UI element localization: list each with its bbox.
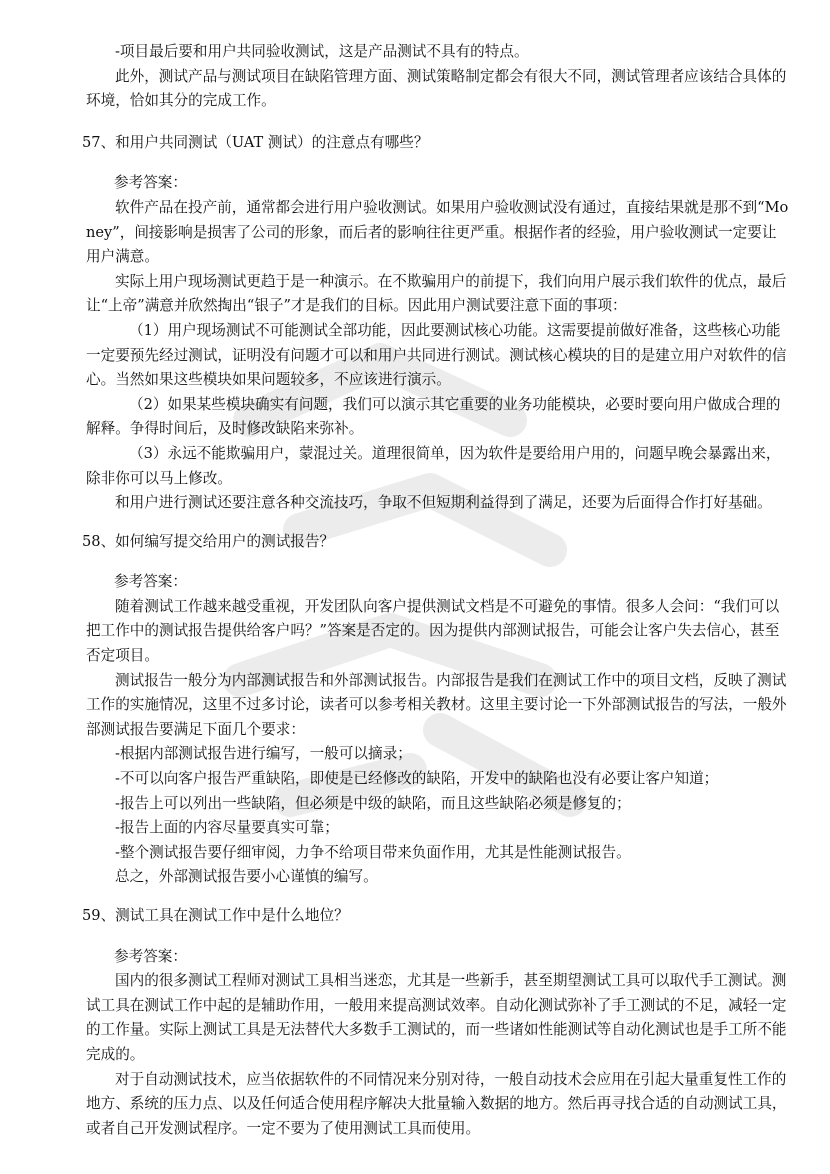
q58-paragraph-1: 随着测试工作越来越受重视，开发团队向客户提供测试文档是不可避免的事情。很多人会问：“我们可以把工作中的测试报告提供给客户吗？”答案是否定的。因为提供内部测试报告，可能会让客户失去信心，甚至否定项目。	[86, 597, 780, 665]
q58-requirement-4: -报告上面的内容尽量要真实可靠；	[115, 819, 339, 837]
q58-requirement-3: -报告上可以列出一些缺陷，但必须是中级的缺陷，而且这些缺陷必须是修复的；	[115, 794, 631, 812]
question-57-title: 57、和用户共同测试（UAT 测试）的注意点有哪些？	[82, 133, 429, 151]
q59-paragraph-1: 国内的很多测试工程师对测试工具相当迷恋，尤其是一些新手，甚至期望测试工具可以取代手工测试。测试工具在测试工作中起的是辅助作用，一般用来提高测试效率。自动化测试弥补了手工测试的不足，减轻一定的工作量。实际上测试工具是无法替代大多数手工测试的，而一些诸如性能测试等自动化测试也是手工所不能完成的。	[86, 972, 787, 1063]
q57-item-2: （2）如果某些模块确实有问题，我们可以演示其它重要的业务功能模块，必要时要向用户做成合理的解释。争得时间后，及时修改缺陷来弥补。	[86, 395, 781, 438]
q57-item-3: （3）永远不能欺骗用户，蒙混过关。道理很简单，因为软件是要给用户用的，问题早晚会暴露出来，除非你可以马上修改。	[86, 444, 781, 487]
q58-requirement-1: -根据内部测试报告进行编写，一般可以摘录；	[115, 745, 412, 763]
q59-paragraph-2: 对于自动测试技术，应当依据软件的不同情况来分别对待，一般自动技术会应用在引起大量重复性工作的地方、系统的压力点、以及任何适合使用程序解决大批量输入数据的地方。然后再寻找合适的自动测试工具，或者自己开发测试程序。一定不要为了使用测试工具而使用。	[86, 1070, 787, 1137]
q57-paragraph-closing: 和用户进行测试还要注意各种交流技巧，争取不但短期利益得到了满足，还要为后面得合作打好基础。	[115, 494, 772, 512]
q58-requirement-5: -整个测试报告要仔细审阅，力争不给项目带来负面作用，尤其是性能测试报告。	[115, 843, 631, 861]
question-58-title: 58、如何编写提交给用户的测试报告？	[82, 532, 335, 550]
q58-paragraph-2: 测试报告一般分为内部测试报告和外部测试报告。内部报告是我们在测试工作中的项目文档，反映了测试工作的实施情况，这里不过多讨论，读者可以参考相关教材。这里主要讨论一下外部测试报告的写法，一般外部测试报告要满足下面几个要求：	[86, 671, 787, 738]
intro-line-1: -项目最后要和用户共同验收测试，这是产品测试不具有的特点。	[115, 43, 529, 60]
q57-item-1: （1）用户现场测试不可能测试全部功能，因此要测试核心功能。这需要提前做好准备，这些核心功能一定要预先经过测试，证明没有问题才可以和用户共同进行测试。测试核心模块的目的是建立用户对软件的信心。当然如果这些模块如果问题较多，不应该进行演示。	[86, 321, 787, 389]
intro-line-2: 此外，测试产品与测试项目在缺陷管理方面、测试策略制定都会有很大不同，测试管理者应该结合具体的环境，恰如其分的完成工作。	[86, 67, 787, 110]
q57-paragraph-1: 软件产品在投产前，通常都会进行用户验收测试。如果用户验收测试没有通过，直接结果就是那不到“Money”，间接影响是损害了公司的形象，而后者的影响往往更严重。根据作者的经验，用户验收测试一定要让用户满意。	[86, 198, 789, 266]
question-59-title: 59、测试工具在测试工作中是什么地位？	[82, 907, 349, 924]
q58-summary: 总之，外部测试报告要小心谨慎的编写。	[115, 868, 378, 886]
q58-answer-label: 参考答案：	[114, 573, 187, 591]
document-body	[82, 40, 790, 1141]
q59-answer-label: 参考答案：	[114, 947, 187, 965]
q57-answer-label: 参考答案：	[114, 174, 187, 192]
q57-paragraph-2: 实际上用户现场测试更趋于是一种演示。在不欺骗用户的前提下，我们向用户展示我们软件的优点，最后让“上帝”满意并欣然掏出“银子”才是我们的目标。因此用户测试要注意下面的事项：	[86, 272, 787, 315]
q58-requirement-2: -不可以向客户报告严重缺陷，即使是已经修改的缺陷，开发中的缺陷也没有必要让客户知道；	[115, 770, 719, 788]
